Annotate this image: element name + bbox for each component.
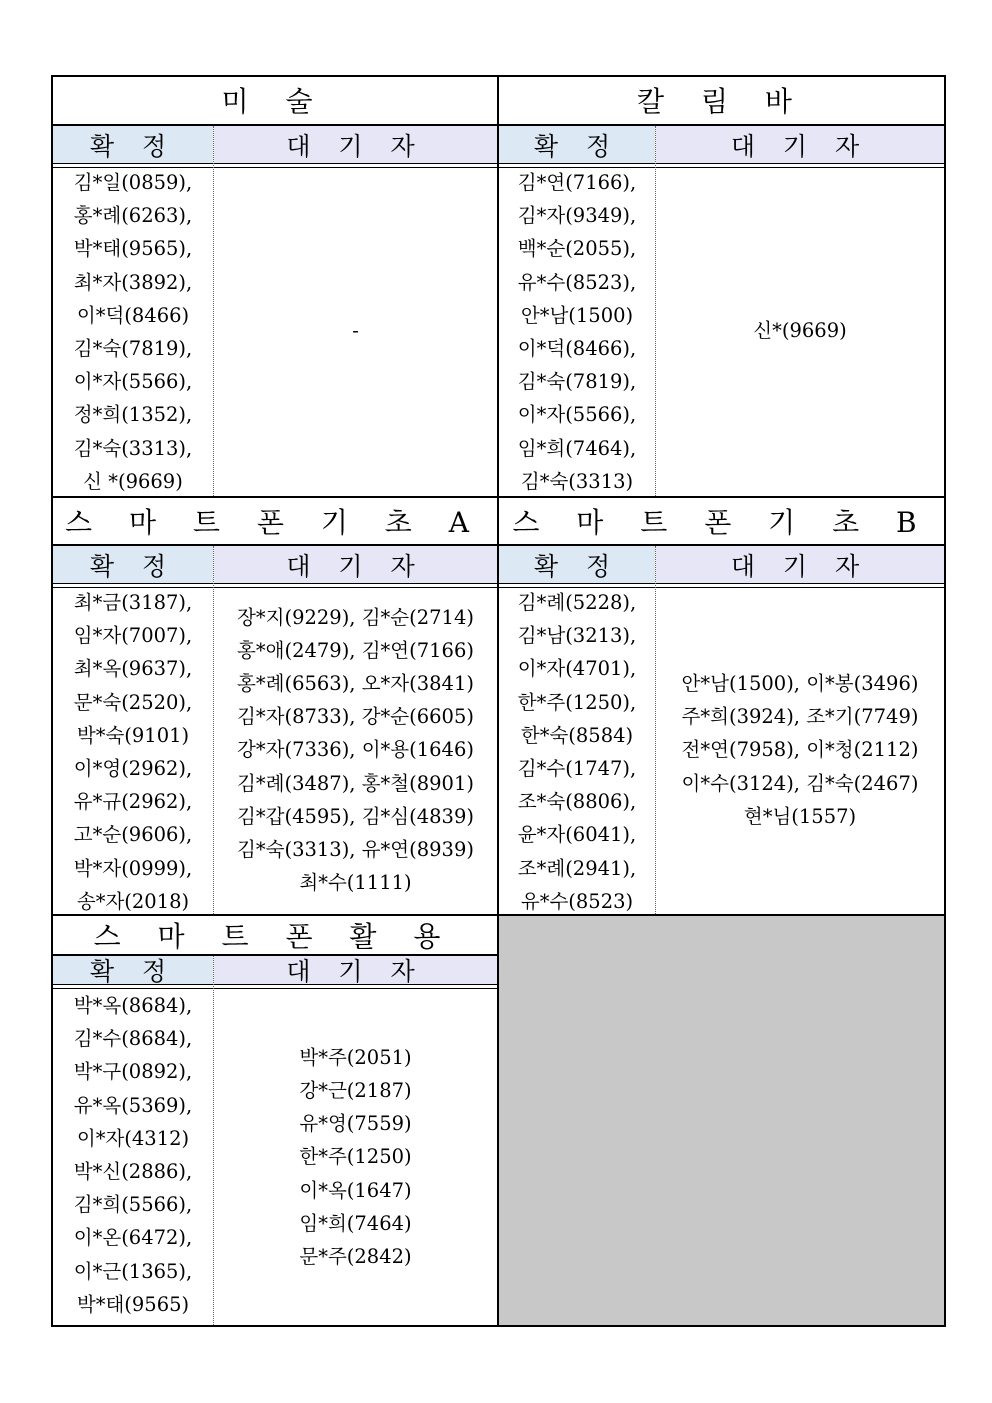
list-item: 안*남(1500) xyxy=(520,303,634,327)
confirmed-list-art xyxy=(53,166,213,496)
list-item: 백*순(2055), xyxy=(517,237,637,261)
header-confirmed: 확 정 xyxy=(499,126,655,163)
waiting-list-art xyxy=(214,166,497,496)
list-item: 한*주(1250) xyxy=(299,1145,412,1169)
list-item: 김*일(0859), xyxy=(73,171,193,194)
list-item: 이*옥(1647) xyxy=(299,1178,412,1202)
list-item: 장*지(9229), 김*순(2714) xyxy=(237,605,474,629)
registration-table xyxy=(51,75,946,1327)
list-item: 김*수(1747), xyxy=(517,757,637,781)
list-item: 박*주(2051) xyxy=(299,1045,412,1069)
list-item: 이*영(2962), xyxy=(73,757,193,781)
section-title-smartphone-basic-b: 스 마 트 폰 기 초 B xyxy=(512,506,931,539)
list-item: 홍*례(6563), 오*자(3841) xyxy=(237,671,474,695)
list-item: 김*숙(3313), xyxy=(73,436,193,460)
list-item: 박*숙(9101) xyxy=(76,723,190,747)
list-item: 최*옥(9637), xyxy=(73,657,193,681)
list-item: 이*덕(8466) xyxy=(76,303,190,327)
list-item: 조*숙(8806), xyxy=(517,790,637,814)
header-waiting: 대 기 자 xyxy=(656,126,944,163)
list-item: 주*희(3924), 조*기(7749) xyxy=(681,705,919,729)
list-item: 김*자(9349), xyxy=(517,204,637,228)
header-confirmed: 확 정 xyxy=(53,956,213,984)
list-item: 이*자(4312) xyxy=(76,1126,190,1150)
header-waiting: 대 기 자 xyxy=(656,546,944,583)
list-item: 조*례(2941), xyxy=(517,856,637,880)
list-item: 홍*례(6263), xyxy=(73,204,193,228)
list-item: 이*온(6472), xyxy=(73,1226,193,1250)
list-item: 유*수(8523), xyxy=(517,270,637,294)
list-item: 임*희(7464) xyxy=(299,1211,412,1235)
list-item: 고*순(9606), xyxy=(73,823,193,847)
header-waiting: 대 기 자 xyxy=(214,956,497,984)
list-item: 이*자(5566), xyxy=(517,403,637,427)
list-item: 김*남(3213), xyxy=(517,624,637,648)
list-item: 현*님(1557) xyxy=(743,804,857,828)
list-item: 김*례(5228), xyxy=(517,591,637,614)
list-item: 김*숙(3313) xyxy=(520,469,634,493)
waiting-list-kalimba xyxy=(656,166,944,496)
list-item: 김*수(8684), xyxy=(73,1027,193,1051)
list-item: 안*남(1500), 이*봉(3496) xyxy=(681,671,919,695)
section-title-smartphone-use: 스 마 트 폰 활 용 xyxy=(93,920,455,953)
list-item: 임*희(7464), xyxy=(517,436,637,460)
list-item: 강*자(7336), 이*용(1646) xyxy=(237,738,474,762)
list-item: - xyxy=(352,319,359,343)
empty-cell xyxy=(499,916,944,1325)
confirmed-list-kalimba xyxy=(499,166,655,496)
list-item: 전*연(7958), 이*청(2112) xyxy=(681,738,919,762)
list-item: 김*희(5566), xyxy=(73,1193,193,1217)
list-item: 한*숙(8584) xyxy=(520,723,634,747)
list-item: 유*규(2962), xyxy=(73,790,193,814)
list-item: 김*갑(4595), 김*심(4839) xyxy=(237,804,474,828)
list-item: 임*자(7007), xyxy=(73,624,193,648)
list-item: 정*희(1352), xyxy=(73,403,193,427)
list-item: 김*례(3487), 홍*철(8901) xyxy=(237,771,474,795)
list-item: 박*구(0892), xyxy=(73,1060,193,1084)
list-item: 김*숙(7819), xyxy=(517,370,637,394)
list-item: 이*자(4701), xyxy=(517,657,637,681)
list-item: 박*태(9565) xyxy=(76,1292,190,1316)
list-item: 김*숙(3313), 유*연(8939) xyxy=(237,838,474,861)
list-item: 이*덕(8466), xyxy=(517,337,637,361)
list-item: 유*영(7559) xyxy=(299,1112,412,1136)
header-confirmed: 확 정 xyxy=(53,546,213,583)
header-waiting: 대 기 자 xyxy=(214,546,497,583)
list-item: 한*주(1250), xyxy=(517,690,637,714)
list-item: 홍*애(2479), 김*연(7166) xyxy=(237,638,474,662)
waiting-list-smartphone-basic-a xyxy=(214,586,497,914)
list-item: 최*자(3892), xyxy=(73,270,193,294)
header-confirmed: 확 정 xyxy=(53,126,213,163)
section-title-kalimba: 칼 림 바 xyxy=(637,84,806,118)
list-item: 강*근(2187) xyxy=(299,1078,412,1102)
list-item: 박*자(0999), xyxy=(73,856,193,880)
list-item: 이*수(3124), 김*숙(2467) xyxy=(681,771,919,795)
list-item: 최*수(1111) xyxy=(299,871,412,895)
list-item: 김*자(8733), 강*순(6605) xyxy=(237,705,474,729)
list-item: 윤*자(6041), xyxy=(517,823,637,847)
list-item: 이*자(5566), xyxy=(73,370,193,394)
list-item: 박*태(9565), xyxy=(73,237,193,261)
list-item: 유*옥(5369), xyxy=(73,1093,193,1117)
header-waiting: 대 기 자 xyxy=(214,126,497,163)
confirmed-list-smartphone-basic-a xyxy=(53,586,213,914)
confirmed-list-smartphone-use xyxy=(53,989,213,1325)
list-item: 문*주(2842) xyxy=(299,1245,412,1268)
list-item: 문*숙(2520), xyxy=(73,690,193,714)
list-item: 최*금(3187), xyxy=(73,591,193,614)
list-item: 신 *(9669) xyxy=(83,469,183,493)
list-item: 박*옥(8684), xyxy=(73,994,193,1017)
waiting-list-smartphone-basic-b xyxy=(656,586,944,914)
list-item: 신*(9669) xyxy=(753,319,847,343)
section-title-art: 미 술 xyxy=(221,84,327,118)
list-item: 이*근(1365), xyxy=(73,1259,193,1283)
list-item: 김*연(7166), xyxy=(517,171,637,194)
list-item: 유*수(8523) xyxy=(520,889,634,913)
section-title-smartphone-basic-a: 스 마 트 폰 기 초 A xyxy=(65,506,483,539)
confirmed-list-smartphone-basic-b xyxy=(499,586,655,914)
waiting-list-smartphone-use xyxy=(214,989,497,1325)
header-confirmed: 확 정 xyxy=(499,546,655,583)
list-item: 김*숙(7819), xyxy=(73,337,193,361)
list-item: 송*자(2018) xyxy=(76,889,190,913)
list-item: 박*신(2886), xyxy=(73,1160,193,1184)
